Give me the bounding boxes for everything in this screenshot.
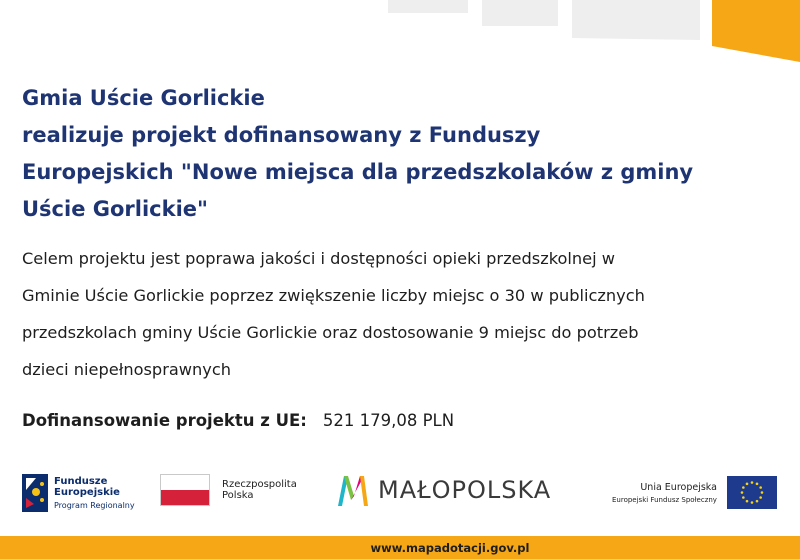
eu-star [761,491,764,494]
eu-star [741,491,744,494]
description-line-2: Gminie Uście Gorlickie poprzez zwiększenie liczby miejsc o 30 w publicznych [22,286,645,305]
eu-star [759,496,762,499]
poland-logo [160,474,297,506]
heading-line-3: Europejskich "Nowe miejsca dla przedszkolaków z gminy [22,160,694,184]
malopolska-logo [336,472,551,508]
malopolska-word: MAŁOPOLSKA [378,476,552,504]
project-description [22,240,782,388]
project-heading [22,80,762,228]
eu-star [746,500,749,503]
description-line-1: Celem projektu jest poprawa jakości i dostępności opieki przedszkolnej w [22,249,616,268]
poland-flag-icon [160,474,210,506]
funding-label: Dofinansowanie projektu z UE: [22,410,307,430]
fundusze-line-2: Europejskie [54,486,120,498]
footer-url[interactable]: www.mapadotacji.gov.pl [370,540,530,555]
poland-line-2: Polska [222,490,254,501]
heading-line-2: realizuje projekt dofinansowany z Funduszy [22,123,541,147]
malopolska-m-icon [336,472,370,508]
gray-shape-2 [482,0,558,26]
poland-line-1: Rzeczpospolita [222,479,297,490]
eu-star [751,501,754,504]
heading-line-4: Uście Gorlickie" [22,197,208,221]
eu-logo [612,476,777,509]
logo-strip [0,462,800,532]
eu-star [742,486,745,489]
eu-line-1: Unia Europejska [640,481,717,493]
fundusze-europejskie-logo [22,470,135,516]
funding-value: 521 179,08 PLN [322,410,455,430]
description-line-3: przedszkolach gminy Uście Gorlickie oraz dostosowanie 9 miejsc do potrzeb [22,323,639,342]
orange-shape [712,0,800,62]
fundusze-line-1: Fundusze [54,475,108,487]
eu-star [746,483,749,486]
eu-star [759,486,762,489]
fundusze-europejskie-icon [22,474,48,512]
fundusze-line-3: Program Regionalny [54,500,135,510]
eu-star [751,481,754,484]
description-line-4: dzieci niepełnosprawnych [22,360,232,379]
gray-shape-3 [572,0,700,40]
heading-line-1: Gmia Uście Gorlickie [22,86,265,110]
decorative-shapes [0,0,800,70]
gray-shape-1 [388,0,468,13]
eu-star [756,500,759,503]
eu-line-2: Europejski Fundusz Społeczny [612,495,717,504]
eu-flag-icon [727,476,777,509]
funding-row [22,405,454,435]
footer-bar [0,536,800,559]
eu-star [756,483,759,486]
eu-star [742,496,745,499]
